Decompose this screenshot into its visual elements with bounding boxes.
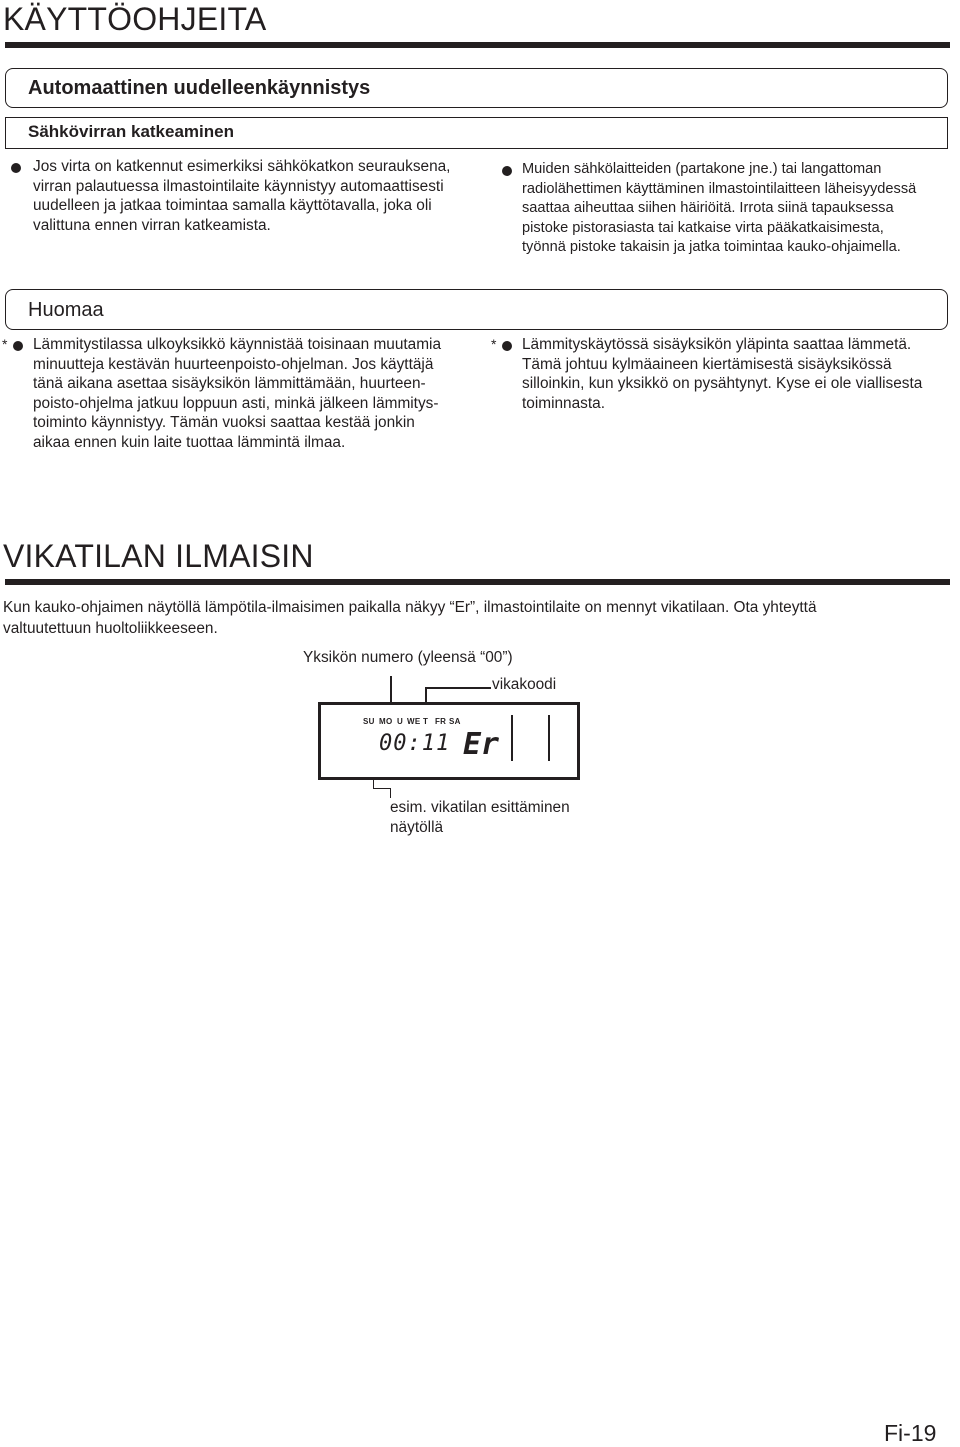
text-line: Lämmityskäytössä sisäyksikön yläpinta saattaa lämmetä. — [522, 336, 912, 353]
text-line: virran palautuessa ilmastointilaite käynnistyy automaattisesti — [33, 177, 444, 195]
text-line: näytöllä — [390, 819, 444, 836]
leader-line — [373, 780, 374, 788]
text-line: silloinkin, kun yksikkö on pysähtynyt. Kyse ei ole viallisesta — [522, 375, 923, 392]
text-line: Kun kauko-ohjaimen näytöllä lämpötila-ilmaisimen paikalla näkyy “Er”, ilmastointilaite on mennyt vikatilaan. Ota yhteyttä — [3, 599, 817, 616]
auto-restart-box — [5, 68, 948, 108]
bullet-icon — [502, 166, 512, 176]
bullet-icon — [11, 163, 21, 173]
asterisk-mark: * — [2, 336, 8, 352]
warm-top-paragraph — [522, 335, 952, 413]
power-outage-title: Sähkövirran katkeaminen — [28, 122, 234, 141]
day-indicator: WE — [407, 717, 421, 726]
text-line: poisto-ohjelma jatkuu loppuun asti, minkä jälkeen lämmitys- — [33, 394, 439, 412]
bullet-icon — [502, 341, 512, 351]
day-indicator: SA — [449, 717, 461, 726]
error-code-readout: Er — [463, 727, 500, 762]
day-indicator: SU — [363, 717, 375, 726]
day-indicator: U — [397, 717, 404, 726]
lcd-display — [318, 702, 580, 780]
text-line: saattaa aiheuttaa siihen häiriöitä. Irrota siinä tapauksessa — [522, 200, 894, 217]
day-indicator: T — [423, 717, 429, 726]
text-line: tänä aikana asettaa sisäyksikön lämmittämään, huurteen- — [33, 375, 426, 392]
day-indicator: MO — [379, 717, 393, 726]
note-box — [5, 289, 948, 330]
note-title: Huomaa — [28, 299, 104, 321]
bullet-icon — [13, 341, 23, 351]
unit-number-readout: 00:11 — [379, 731, 451, 756]
page-title: KÄYTTÖOHJEITA — [3, 1, 267, 37]
text-line: aikaa ennen kuin laite tuottaa lämmintä ilmaa. — [33, 433, 346, 451]
auto-restart-title: Automaattinen uudelleenkäynnistys — [28, 77, 371, 99]
text-line: Tämä johtuu kylmäaineen kiertämisestä sisäyksikössä — [522, 355, 892, 373]
title-rule — [5, 42, 950, 48]
text-line: esim. vikatilan esittäminen — [390, 799, 570, 816]
interference-paragraph — [522, 160, 958, 258]
text-line: Lämmitystilassa ulkoyksikkö käynnistää toisinaan muutamia — [33, 336, 442, 353]
power-outage-box — [5, 117, 948, 149]
text-line: Muiden sähkölaitteiden (partakone jne.) tai langattoman — [522, 161, 882, 177]
segment-divider — [511, 715, 513, 761]
title-rule — [5, 579, 950, 585]
text-line: toiminto käynnistyy. Tämän vuoksi saattaa kestää jonkin — [33, 414, 415, 431]
text-line: valtuutettuun huoltoliikkeeseen. — [3, 619, 218, 637]
day-indicator: FR — [435, 717, 447, 726]
display-caption — [390, 798, 570, 838]
leader-line — [425, 687, 491, 689]
segment-divider — [548, 715, 550, 761]
text-line: toiminnasta. — [522, 394, 605, 412]
text-line: valittuna ennen virran katkeamista. — [33, 216, 271, 234]
leader-line — [373, 788, 391, 789]
error-code-label: vikakoodi — [492, 676, 557, 693]
defrost-paragraph — [33, 335, 483, 452]
asterisk-mark: * — [491, 336, 497, 352]
page-number: Fi-19 — [884, 1420, 937, 1446]
text-line: uudelleen ja jatkaa toimintaa samalla käyttötavalla, joka oli — [33, 197, 432, 214]
section-title: VIKATILAN ILMAISIN — [3, 538, 314, 574]
unit-number-label: Yksikön numero (yleensä “00”) — [303, 649, 513, 666]
text-line: minuutteja kestävän huurteenpoisto-ohjelman. Jos käyttäjä — [33, 355, 434, 373]
leader-line — [390, 676, 392, 704]
error-intro-paragraph — [3, 598, 953, 639]
text-line: pistoke pistorasiasta tai katkaise virta pääkatkaisimesta, — [522, 219, 884, 236]
power-outage-paragraph — [33, 157, 483, 235]
leader-line — [390, 788, 391, 798]
text-line: Jos virta on katkennut esimerkiksi sähkökatkon seurauksena, — [33, 158, 451, 175]
text-line: radiolähettimen käyttäminen ilmastointilaitteen läheisyydessä — [522, 180, 917, 197]
text-line: työnnä pistoke takaisin ja jatka toimintaa kauko-ohjaimella. — [522, 239, 901, 256]
